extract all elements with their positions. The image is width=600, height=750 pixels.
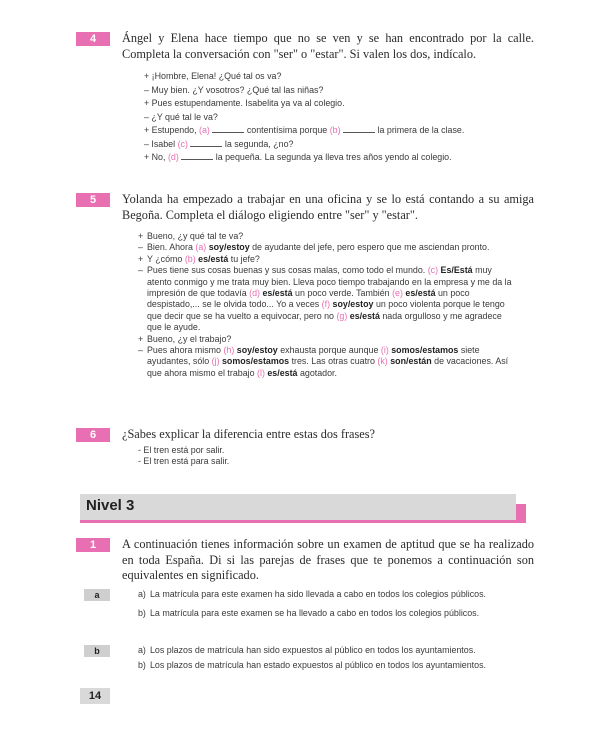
level3-exercise-1 bbox=[84, 537, 534, 584]
level-title: Nivel 3 bbox=[86, 497, 135, 514]
level-header bbox=[80, 494, 526, 528]
dialogue-line bbox=[144, 151, 534, 165]
blank-label: (e) bbox=[392, 288, 403, 299]
dialogue-line: + Pues estupendamente. Isabelita ya va al colegio. bbox=[144, 98, 345, 108]
line-text: + Estupendo, bbox=[144, 125, 197, 135]
exercise-instruction: Yolanda ha empezado a trabajar en una oficina y se lo está contando a su amiga Begoña. Completa el diálogo eligiendo entre "ser" y "estar". bbox=[122, 192, 534, 222]
sentence: a) La matrícula para este examen ha sido llevada a cabo en todos los colegios públicos. bbox=[138, 589, 486, 599]
blank-label: (a) bbox=[199, 125, 210, 135]
blank-label: (b) bbox=[184, 253, 196, 264]
item-tag: b bbox=[84, 645, 110, 657]
item-tag: a bbox=[84, 589, 110, 601]
page-number: 14 bbox=[80, 688, 110, 704]
blank-label: (k) bbox=[377, 356, 388, 367]
sentence-pair bbox=[138, 645, 518, 671]
exercise-5 bbox=[84, 192, 534, 379]
line-text: la segunda, ¿no? bbox=[224, 138, 294, 149]
choice[interactable]: soy/estoy bbox=[208, 242, 250, 253]
line-text: la primera de la clase. bbox=[377, 125, 465, 135]
line-text: contentísima porque bbox=[246, 125, 328, 135]
blank[interactable] bbox=[212, 125, 244, 133]
line-text: + No, bbox=[144, 152, 166, 162]
exercise-number: 1 bbox=[76, 538, 110, 552]
blank-label: (h) bbox=[223, 345, 235, 356]
dialogue-line: – Pues tiene sus cosas buenas y sus cosas malas, como todo el mundo. (c) Es/Está muy atento conmigo y me trata muy bien. Lleva poco tiempo trabajando en la empresa y me da la impresión de que todavía (d) es/está un poco verde. También (e) es/está un poco despistado,... se le olvida todo... Yo a veces (f) soy/estoy un poco violenta porque le tengo que decir que se ha vuelto a equivocar, pero no (g) es/está nada orgulloso y me agradece que le ayude. bbox=[138, 265, 512, 333]
choice[interactable]: son/están bbox=[390, 356, 432, 367]
dialogue-line: + Bueno, ¿y el trabajo? bbox=[138, 333, 232, 344]
choice[interactable]: soy/estoy bbox=[236, 345, 278, 356]
sentence: b) Los plazos de matrícula han estado expuestos al público en todos los ayuntamientos. bbox=[138, 659, 486, 670]
exercise-number: 4 bbox=[76, 32, 110, 46]
blank[interactable] bbox=[181, 152, 213, 160]
choice[interactable]: somos/estamos bbox=[222, 356, 290, 367]
line-text: la pequeña. La segunda ya lleva tres años yendo al colegio. bbox=[215, 152, 452, 162]
blank-label: (d) bbox=[249, 288, 260, 299]
item-b bbox=[78, 645, 518, 678]
dialogue-line: + Bueno, ¿y qué tal te va? bbox=[138, 231, 244, 241]
exercise-4 bbox=[84, 31, 534, 165]
choice[interactable]: somos/estamos bbox=[391, 345, 459, 356]
sentence: - El tren está para salir. bbox=[138, 456, 230, 466]
blank-label: (c) bbox=[427, 265, 439, 276]
dialogue bbox=[144, 70, 534, 165]
sentence-list bbox=[138, 445, 534, 468]
sentence-pair bbox=[138, 589, 518, 619]
blank-label: (j) bbox=[211, 356, 220, 367]
dialogue-line: – Bien. Ahora (a) soy/estoy de ayudante del jefe, pero espero que me asciendan pronto. bbox=[138, 242, 490, 253]
dialogue-line: – ¿Y qué tal le va? bbox=[144, 111, 218, 122]
sentence: a) Los plazos de matrícula han sido expuestos al público en todos los ayuntamientos. bbox=[138, 645, 476, 655]
dialogue-line: + Y ¿cómo (b) es/está tu jefe? bbox=[138, 253, 260, 264]
dialogue-line: – Muy bien. ¿Y vosotros? ¿Qué tal las niñas? bbox=[144, 84, 324, 95]
exercise-number: 6 bbox=[76, 428, 110, 442]
dialogue-line bbox=[144, 124, 534, 138]
blank-label: (f) bbox=[321, 299, 331, 310]
sentence: - El tren está por salir. bbox=[138, 444, 225, 455]
blank-label: (c) bbox=[177, 138, 188, 149]
choice[interactable]: Es/Está bbox=[440, 265, 473, 276]
item-a bbox=[78, 589, 518, 626]
choice[interactable]: es/está bbox=[262, 288, 293, 299]
blank-label: (l) bbox=[257, 367, 265, 378]
dialogue-line: + ¡Hombre, Elena! ¿Qué tal os va? bbox=[144, 71, 282, 81]
blank[interactable] bbox=[343, 125, 375, 133]
sentence: b) La matrícula para este examen se ha llevado a cabo en todos los colegios públicos. bbox=[138, 607, 480, 618]
dialogue-line: – Pues ahora mismo (h) soy/estoy exhausta porque aunque (i) somos/estamos siete ayudantes, sólo (j) somos/estamos tres. Las otras cuatro (k) son/están de vacaciones. Así que ahora mismo el trabajo (l) es/está agotador. bbox=[138, 345, 509, 378]
dialogue bbox=[138, 231, 518, 379]
choice[interactable]: es/está bbox=[267, 367, 298, 378]
blank-label: (b) bbox=[329, 125, 341, 135]
blank-label: (g) bbox=[336, 310, 348, 321]
exercise-instruction: A continuación tienes información sobre un examen de aptitud que se ha realizado en toda España. Di si las parejas de frases que te ponemos a continuación son equivalentes en significado. bbox=[122, 537, 534, 582]
dialogue-line bbox=[144, 138, 534, 152]
exercise-number: 5 bbox=[76, 193, 110, 207]
exercise-instruction: ¿Sabes explicar la diferencia entre estas dos frases? bbox=[122, 427, 375, 441]
exercise-6 bbox=[84, 427, 534, 468]
blank-label: (d) bbox=[167, 152, 179, 162]
line-text: – Isabel bbox=[144, 138, 176, 149]
level-header-band bbox=[80, 494, 516, 520]
blank-label: (a) bbox=[195, 242, 207, 253]
choice[interactable]: es/está bbox=[349, 310, 380, 321]
exercise-instruction: Ángel y Elena hace tiempo que no se ven y se han encontrado por la calle. Completa la conversación con "ser" o "estar". Si valen los dos, indícalo. bbox=[122, 31, 534, 61]
blank[interactable] bbox=[190, 139, 222, 147]
choice[interactable]: soy/estoy bbox=[332, 299, 374, 310]
choice[interactable]: es/está bbox=[198, 253, 229, 264]
choice[interactable]: es/está bbox=[405, 288, 436, 299]
level-header-underline bbox=[80, 520, 526, 523]
blank-label: (i) bbox=[380, 345, 389, 356]
